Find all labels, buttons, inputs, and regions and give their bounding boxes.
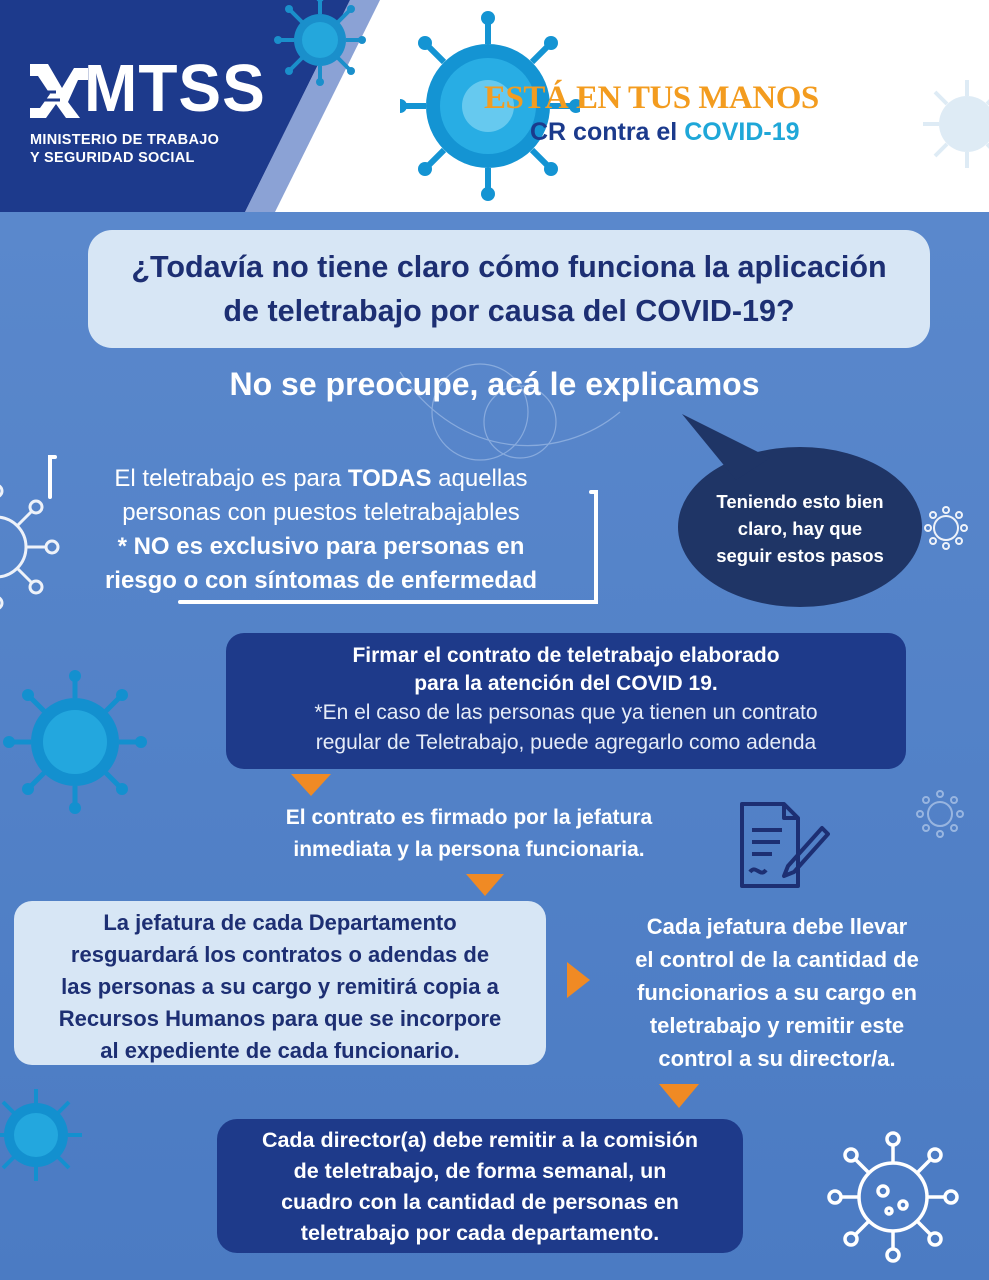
info-line1-pre: El teletrabajo es para bbox=[114, 465, 342, 492]
step-3-box bbox=[14, 901, 546, 1065]
info-line2: personas con puestos teletrabajables bbox=[122, 499, 520, 526]
info-line1 bbox=[48, 462, 594, 496]
virus-icon bbox=[268, 0, 378, 95]
logo-title: MTSS bbox=[84, 50, 266, 126]
step-5-line3: cuadro con la cantidad de personas en bbox=[281, 1190, 679, 1214]
info-line1-post: aquellas bbox=[438, 465, 528, 492]
arrow-down-icon bbox=[466, 874, 504, 896]
reassure-heading: No se preocupe, acá le explicamos bbox=[229, 366, 760, 402]
bubble-line3: seguir estos pasos bbox=[716, 545, 884, 566]
header bbox=[0, 0, 989, 212]
handshake-icon bbox=[28, 58, 90, 124]
info-line3: * NO es exclusivo para personas en bbox=[117, 533, 525, 560]
step-5-line1: Cada director(a) debe remitir a la comisión bbox=[261, 1128, 699, 1152]
step-3-line3: las personas a su cargo y remitirá copia a bbox=[61, 974, 499, 999]
bubble-line1: Teniendo esto bien bbox=[716, 491, 884, 512]
question-line1: ¿Todavía no tiene claro cómo funciona la aplicación bbox=[131, 250, 887, 284]
arrow-down-icon bbox=[291, 774, 331, 796]
arrow-right-icon bbox=[567, 962, 590, 998]
step-5-line2: de teletrabajo, de forma semanal, un bbox=[293, 1159, 667, 1183]
step-4-text bbox=[600, 910, 954, 1075]
bubble-text bbox=[694, 488, 906, 569]
step-1-note2: regular de Teletrabajo, puede agregarlo como adenda bbox=[315, 731, 817, 754]
step-2-text bbox=[236, 802, 702, 866]
bubble-line2: claro, hay que bbox=[737, 518, 863, 539]
step-4-line4: teletrabajo y remitir este bbox=[649, 1013, 905, 1038]
campaign-subtitle bbox=[530, 118, 800, 147]
info-line1-bold: TODAS bbox=[347, 465, 432, 492]
step-3-line1: La jefatura de cada Departamento bbox=[103, 910, 457, 935]
step-4-line5: control a su director/a. bbox=[658, 1046, 896, 1071]
step-1-note1: *En el caso de las personas que ya tienen un contrato bbox=[314, 701, 818, 724]
step-3-line5: al expediente de cada funcionario. bbox=[100, 1038, 460, 1063]
info-text bbox=[48, 462, 594, 598]
step-4-line2: el control de la cantidad de bbox=[635, 947, 919, 972]
step-2-line2: inmediata y la persona funcionaria. bbox=[293, 838, 645, 861]
campaign-subtitle-accent: COVID-19 bbox=[684, 118, 800, 146]
step-1-box bbox=[226, 633, 906, 769]
step-1-line1: Firmar el contrato de teletrabajo elaborado bbox=[352, 644, 780, 667]
step-3-line2: resguardará los contratos o adendas de bbox=[70, 942, 490, 967]
step-4-line3: funcionarios a su cargo en bbox=[637, 980, 917, 1005]
campaign-title: ESTÁ EN TUS MANOS bbox=[484, 80, 819, 116]
campaign-subtitle-prefix: CR contra el bbox=[530, 118, 678, 146]
step-3-line4: Recursos Humanos para que se incorpore bbox=[58, 1006, 502, 1031]
logo-subtitle-line1: MINISTERIO DE TRABAJO bbox=[30, 132, 220, 148]
step-4-line1: Cada jefatura debe llevar bbox=[646, 914, 908, 939]
step-5-box bbox=[217, 1119, 743, 1253]
question-box bbox=[88, 230, 930, 348]
step-2-line1: El contrato es firmado por la jefatura bbox=[285, 806, 653, 829]
question-line2: de teletrabajo por causa del COVID-19? bbox=[223, 294, 795, 328]
virus-icon bbox=[915, 68, 989, 178]
step-5-line4: teletrabajo por cada departamento. bbox=[300, 1221, 660, 1245]
step-1-line2: para la atención del COVID 19. bbox=[414, 672, 718, 695]
arrow-down-icon bbox=[659, 1084, 699, 1108]
info-line4: riesgo o con síntomas de enfermedad bbox=[104, 567, 538, 594]
logo-subtitle-line2: Y SEGURIDAD SOCIAL bbox=[30, 150, 195, 166]
document-pen-icon bbox=[736, 800, 830, 892]
